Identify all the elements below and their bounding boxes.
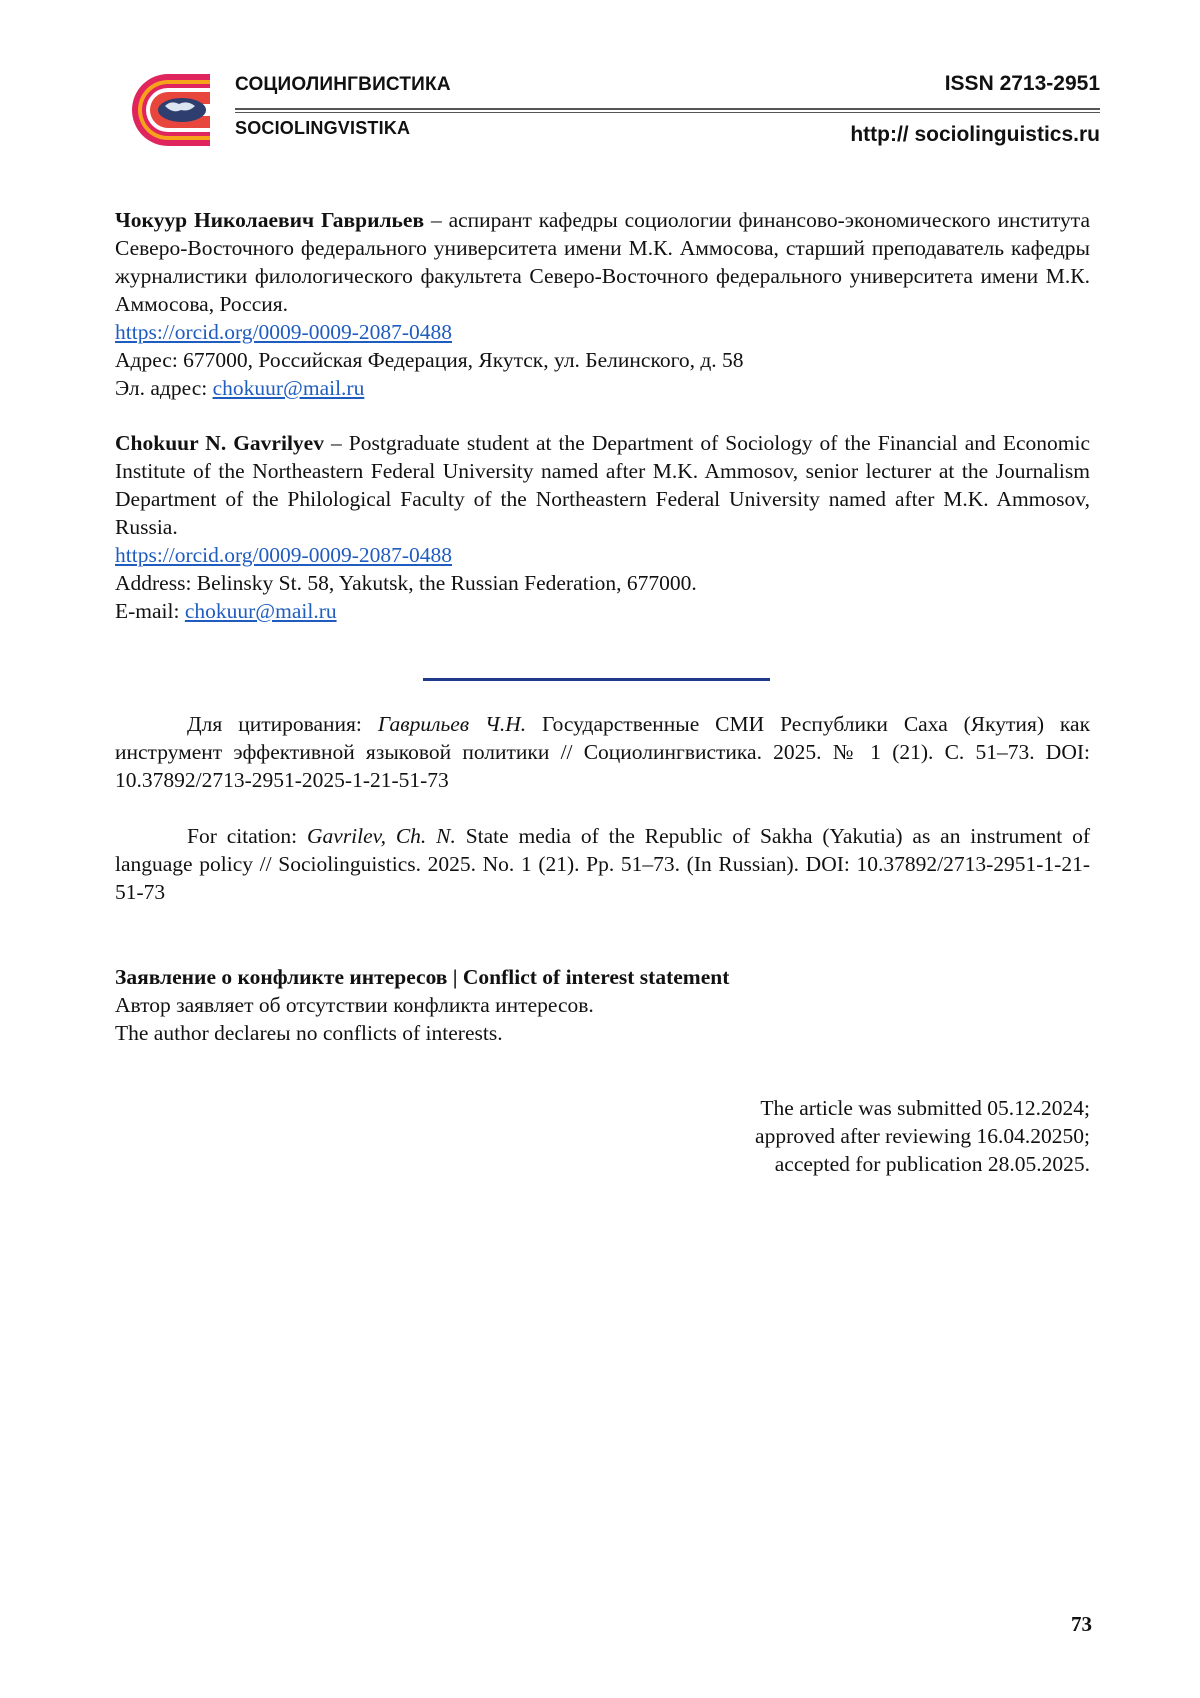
author-ru-bio: – аспирант кафедры социологии финансово-экономического института Северо-Восточного федерального университета имени М.К. Аммосова, старший преподаватель кафедры журналистики филологического факультета Северо-Восточного федерального университета имени М.К. Аммосова, Россия. (115, 208, 1090, 316)
header-rule (235, 108, 1100, 110)
author-ru-orcid-link[interactable]: https://orcid.org/0009-0009-2087-0488 (115, 320, 453, 344)
citation-en-text: State media of the Republic of Sakha (Yakutia) as an instrument of language policy // Sociolinguistics. 2025. No. 1 (21). Pp. 51–73. (In Russian). DOI: 10.37892/2713-2951-1-21-51-73 (115, 824, 1090, 904)
conflict-en: The author declareы no conflicts of interests. (115, 1021, 503, 1045)
conflict-heading: Заявление о конфликте интересов | Conflict of interest statement (115, 965, 730, 989)
header-rule-thin (235, 112, 1100, 113)
author-ru-name: Чокуур Николаевич Гаврильев (115, 208, 425, 232)
date-approved: approved after reviewing 16.04.20250; (755, 1124, 1090, 1148)
conflict-ru: Автор заявляет об отсутствии конфликта интересов. (115, 993, 594, 1017)
issn: ISSN 2713-2951 (944, 72, 1100, 95)
journal-site: http:// sociolinguistics.ru (850, 123, 1100, 146)
author-en-email-link[interactable]: chokuur@mail.ru (184, 599, 337, 623)
page-header (0, 0, 1200, 160)
author-en-bio: – Postgraduate student at the Department of Sociology of the Financial and Economic Institute of the Northeastern Federal University named after M.K. Ammosov, senior lecturer at the Journalism Department of the Philological Faculty of the Northeastern Federal University named after M.K. Ammosov, Russia. (115, 431, 1091, 539)
date-submitted: The article was submitted 05.12.2024; (760, 1096, 1090, 1120)
citation-en-author: Gavrilev, Ch. N. (307, 824, 456, 848)
section-divider (423, 678, 770, 681)
date-accepted: accepted for publication 28.05.2025. (774, 1152, 1090, 1176)
journal-logo (110, 70, 216, 150)
article-dates (115, 1094, 1090, 1178)
author-ru-address: Адрес: 677000, Российская Федерация, Якутск, ул. Белинского, д. 58 (115, 348, 744, 372)
citation-ru-author: Гаврильев Ч.Н. (377, 712, 527, 736)
author-ru-block (115, 206, 1090, 402)
author-ru-email-link[interactable]: chokuur@mail.ru (212, 376, 365, 400)
conflict-statement (115, 963, 1090, 1047)
journal-title-ru: СОЦИОЛИНГВИСТИКА (235, 74, 451, 95)
citation-ru-text: Государственные СМИ Республики Саха (Якутия) как инструмент эффективной языковой политики // Социолингвистика. 2025. № 1 (21). С. 51–73. DOI: 10.37892/2713-2951-2025-1-21-51-73 (115, 712, 1091, 792)
author-en-orcid-link[interactable]: https://orcid.org/0009-0009-2087-0488 (115, 543, 453, 567)
page-number: 73 (1071, 1612, 1092, 1636)
author-en-email-label: E-mail: (115, 599, 185, 623)
author-ru-email-label: Эл. адрес: (115, 376, 213, 400)
citation-ru (115, 710, 1090, 794)
citation-en (115, 822, 1090, 906)
author-en-block (115, 429, 1090, 625)
citation-ru-label: Для цитирования: (187, 712, 378, 736)
citation-en-label: For citation: (187, 824, 307, 848)
author-en-name: Chokuur N. Gavrilyev (115, 431, 324, 455)
author-en-address: Address: Belinsky St. 58, Yakutsk, the Russian Federation, 677000. (115, 571, 697, 595)
journal-title-en: SOCIOLINGVISTIKA (235, 118, 411, 138)
